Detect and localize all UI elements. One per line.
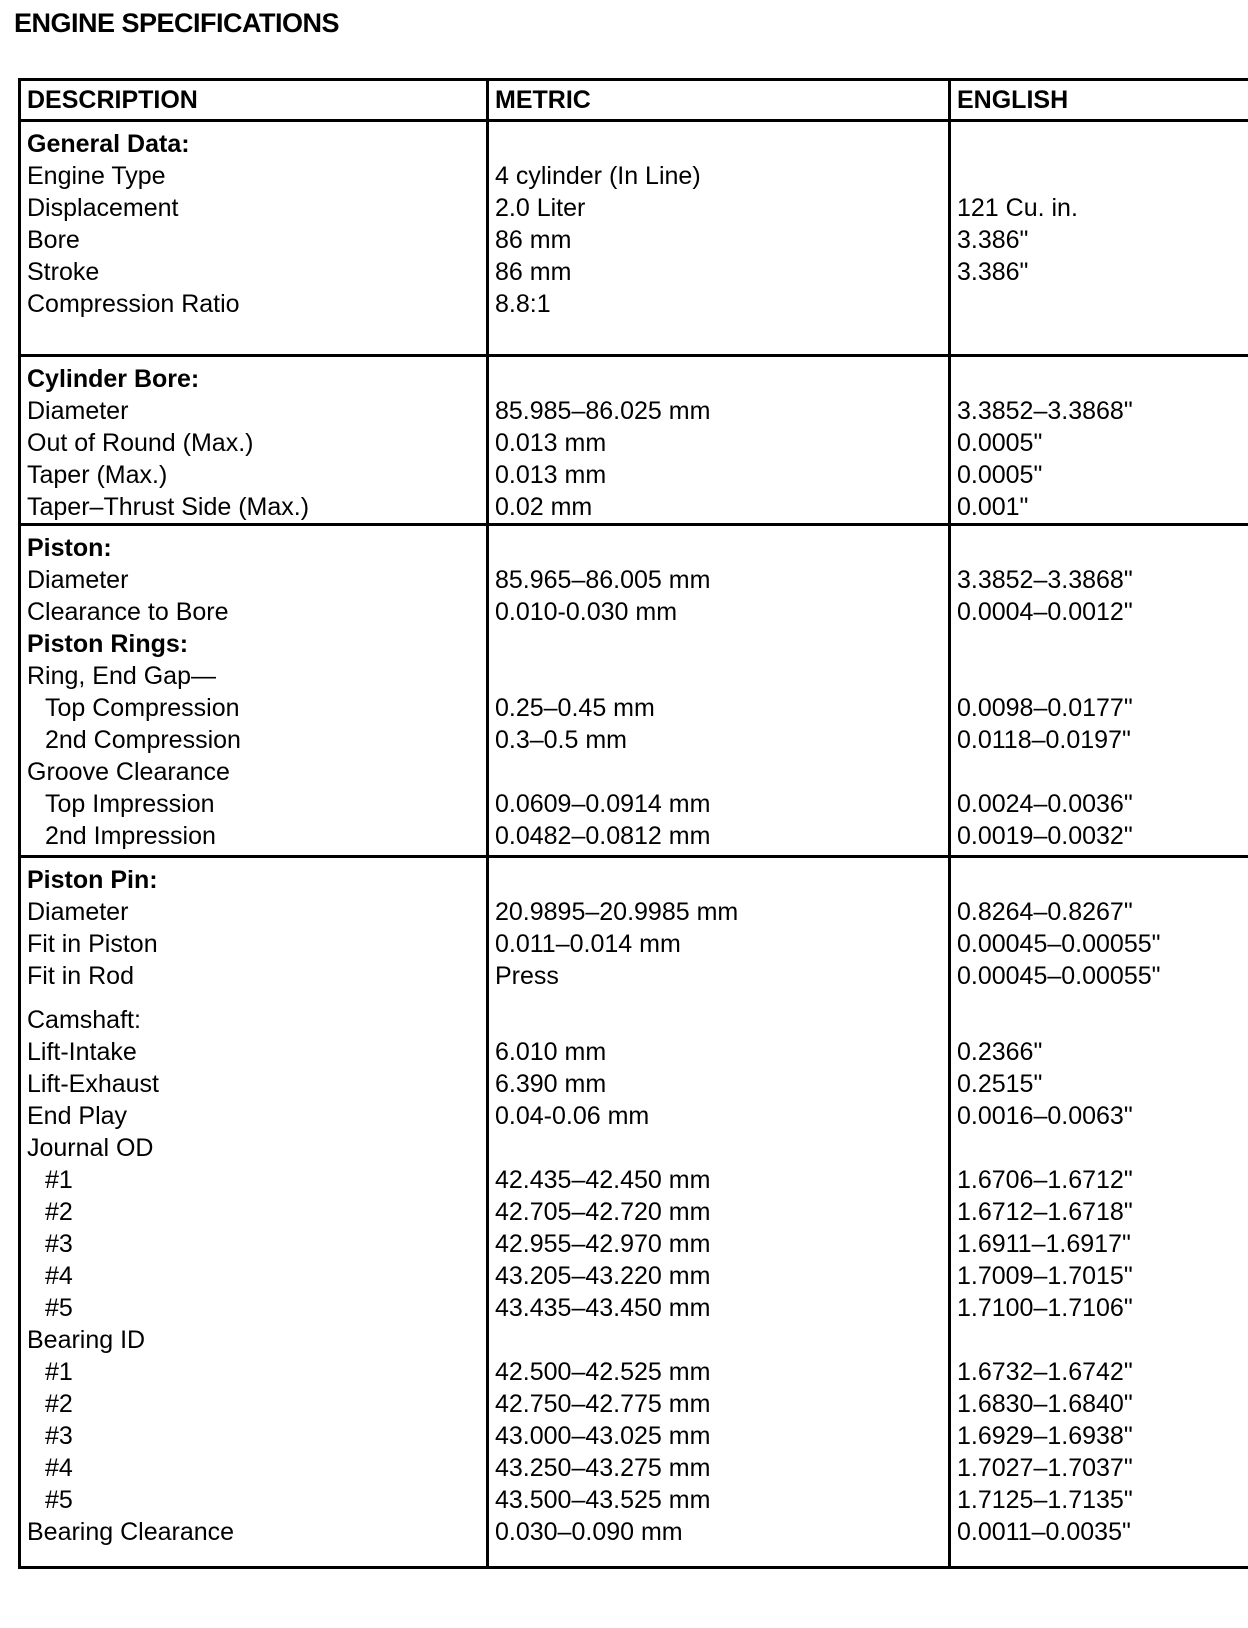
description-cell [20,356,488,525]
spec-label: #4 [45,1454,73,1482]
metric-value: 0.0482–0.0812 mm [495,822,711,850]
english-value [957,864,1246,896]
spec-label: #1 [45,1166,73,1194]
spec-label: Fit in Piston [27,930,158,958]
group-cylinder-bore [20,356,1248,525]
metric-cell [488,356,950,525]
english-value: 0.00045–0.00055" [957,930,1161,958]
spec-label: Bearing Clearance [27,1518,235,1546]
english-value [957,160,1246,192]
english-value [957,363,1246,395]
metric-value [495,1132,942,1164]
description-header: DESCRIPTION [20,80,488,121]
spec-label: Fit in Rod [27,962,134,990]
spec-label: #4 [45,1262,73,1290]
description-cell [20,857,488,1568]
metric-value [495,128,942,160]
metric-value: 0.013 mm [495,429,607,457]
metric-value: 2.0 Liter [495,194,586,222]
spec-label: Bearing ID [27,1326,146,1354]
english-value [957,128,1246,160]
spec-label: Top Impression [45,790,215,818]
english-value: 0.0016–0.0063" [957,1102,1133,1130]
metric-value: 85.985–86.025 mm [495,397,711,425]
spec-label: #3 [45,1230,73,1258]
english-value: 121 Cu. in. [957,194,1078,222]
metric-value: 8.8:1 [495,290,551,318]
spec-label: Stroke [27,258,100,286]
english-value: 0.001" [957,493,1029,521]
english-cell [950,356,1248,525]
metric-value: Press [495,962,559,990]
spec-label: Displacement [27,194,179,222]
spec-label: #5 [45,1294,73,1322]
english-value: 3.386" [957,226,1029,254]
english-value: 1.7125–1.7135" [957,1486,1133,1514]
description-cell [20,525,488,857]
english-value: 0.8264–0.8267" [957,898,1133,926]
english-value [957,288,1246,320]
english-value: 0.0004–0.0012" [957,598,1133,626]
metric-value: 0.25–0.45 mm [495,694,655,722]
spec-label: #3 [45,1422,73,1450]
group-piston-pin-camshaft [20,857,1248,1568]
metric-value [495,532,942,564]
metric-cell [488,121,950,356]
spec-label: Groove Clearance [27,758,230,786]
spec-label: End Play [27,1102,128,1130]
english-value: 3.3852–3.3868" [957,397,1133,425]
section-heading: General Data: [27,130,190,158]
page-title: ENGINE SPECIFICATIONS [14,8,340,38]
english-value [957,756,1246,788]
spec-label: #5 [45,1486,73,1514]
metric-value: 43.000–43.025 mm [495,1422,711,1450]
spec-label: Bore [27,226,80,254]
spec-label: Compression Ratio [27,290,240,318]
spec-label: Diameter [27,566,129,594]
english-value [957,532,1246,564]
english-value: 1.6929–1.6938" [957,1422,1133,1450]
group-piston [20,525,1248,857]
metric-header: METRIC [488,80,950,121]
english-value: 0.0118–0.0197" [957,726,1131,754]
section-heading: Piston: [27,534,112,562]
metric-value: 0.030–0.090 mm [495,1518,683,1546]
english-value: 1.6732–1.6742" [957,1358,1133,1386]
metric-value: 42.705–42.720 mm [495,1198,711,1226]
spec-label: Diameter [27,898,129,926]
spec-label: Diameter [27,397,129,425]
metric-value: 43.500–43.525 mm [495,1486,711,1514]
spec-label: Camshaft: [27,1006,141,1034]
english-value: 0.0098–0.0177" [957,694,1133,722]
english-value: 0.2366" [957,1038,1043,1066]
metric-value: 42.500–42.525 mm [495,1358,711,1386]
engine-spec-table [18,78,1248,1569]
row-spacer [495,992,942,1004]
english-cell [950,857,1248,1568]
metric-value: 86 mm [495,226,572,254]
metric-cell [488,525,950,857]
group-general-data [20,121,1248,356]
metric-value: 43.435–43.450 mm [495,1294,711,1322]
english-value: 1.7027–1.7037" [957,1454,1133,1482]
spec-label: #1 [45,1358,73,1386]
metric-value [495,1004,942,1036]
metric-value: 0.013 mm [495,461,607,489]
english-value: 1.7009–1.7015" [957,1262,1133,1290]
metric-value [495,864,942,896]
metric-value: 42.435–42.450 mm [495,1166,711,1194]
spec-label: Top Compression [45,694,240,722]
metric-value [495,1324,942,1356]
metric-cell [488,857,950,1568]
spec-label: #2 [45,1198,73,1226]
english-header: ENGLISH [950,80,1248,121]
english-value: 1.6911–1.6917" [957,1230,1131,1258]
row-spacer [957,992,1246,1004]
metric-value: 0.011–0.014 mm [495,930,681,958]
english-value [957,628,1246,660]
english-value: 3.386" [957,258,1029,286]
english-value: 0.0005" [957,429,1043,457]
spec-label: 2nd Impression [45,822,216,850]
spec-label: Lift-Exhaust [27,1070,160,1098]
spec-label: Lift-Intake [27,1038,137,1066]
section-heading: Cylinder Bore: [27,365,200,393]
spec-label: Engine Type [27,162,166,190]
metric-value: 42.750–42.775 mm [495,1390,711,1418]
english-value: 1.6830–1.6840" [957,1390,1133,1418]
metric-value: 6.010 mm [495,1038,607,1066]
description-cell [20,121,488,356]
english-value: 1.6706–1.6712" [957,1166,1133,1194]
english-value [957,1132,1246,1164]
spec-label: Out of Round (Max.) [27,429,254,457]
spec-label: Taper (Max.) [27,461,168,489]
metric-value: 4 cylinder (In Line) [495,162,701,190]
english-value [957,660,1246,692]
english-value: 3.3852–3.3868" [957,566,1133,594]
english-value: 1.7100–1.7106" [957,1294,1133,1322]
english-value [957,1004,1246,1036]
metric-value: 0.0609–0.0914 mm [495,790,711,818]
metric-value: 0.3–0.5 mm [495,726,628,754]
english-value: 0.0024–0.0036" [957,790,1133,818]
header-row [20,80,1248,121]
metric-value [495,660,942,692]
english-cell [950,525,1248,857]
english-value: 0.0005" [957,461,1043,489]
spec-label: Ring, End Gap— [27,662,216,690]
metric-value: 6.390 mm [495,1070,607,1098]
spec-label: 2nd Compression [45,726,241,754]
metric-value: 0.02 mm [495,493,593,521]
spec-label: Clearance to Bore [27,598,229,626]
english-value: 0.0019–0.0032" [957,822,1133,850]
metric-value: 42.955–42.970 mm [495,1230,711,1258]
metric-value: 0.010-0.030 mm [495,598,678,626]
metric-value: 43.205–43.220 mm [495,1262,711,1290]
spec-label: Taper–Thrust Side (Max.) [27,493,310,521]
section-heading: Piston Rings: [27,630,189,658]
english-cell [950,121,1248,356]
metric-value [495,628,942,660]
metric-value: 85.965–86.005 mm [495,566,711,594]
spec-label: #2 [45,1390,73,1418]
row-spacer [27,992,480,1004]
metric-value [495,363,942,395]
english-value: 0.00045–0.00055" [957,962,1161,990]
metric-value: 86 mm [495,258,572,286]
spec-label: Journal OD [27,1134,154,1162]
metric-value: 0.04-0.06 mm [495,1102,650,1130]
metric-value: 43.250–43.275 mm [495,1454,711,1482]
english-value [957,1324,1246,1356]
metric-value: 20.9895–20.9985 mm [495,898,739,926]
english-value: 1.6712–1.6718" [957,1198,1133,1226]
section-heading: Piston Pin: [27,866,158,894]
english-value: 0.2515" [957,1070,1043,1098]
english-value: 0.0011–0.0035" [957,1518,1131,1546]
metric-value [495,756,942,788]
